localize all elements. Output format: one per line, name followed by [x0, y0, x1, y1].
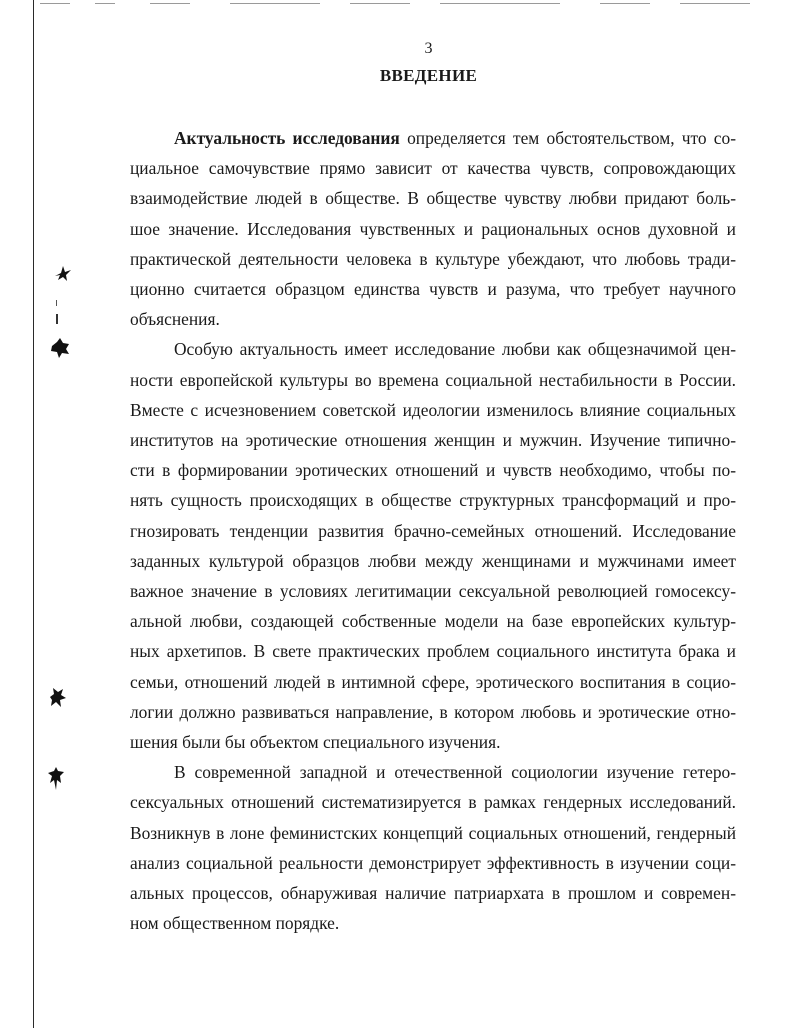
text-line: логии должно развиваться направление, в котором любовь и эротические отно- — [130, 701, 736, 722]
text-line: гнозировать тенденции развития брачно-семейных отношений. Исследование — [130, 520, 736, 541]
body-text — [130, 123, 736, 938]
text-line: анализ социальной реальности демонстрирует эффективность в изучении соци- — [130, 852, 736, 873]
paragraph-1 — [130, 123, 736, 334]
text-line: Актуальность исследования определяется тем обстоятельством, что со- — [174, 128, 737, 148]
text-line: Вместе с исчезновением советской идеологии изменилось влияние социальных — [130, 399, 736, 420]
text-line: объяснения. — [130, 309, 220, 330]
text-line: ных архетипов. В свете практических проблем социального института брака и — [130, 641, 736, 662]
text-line: альных процессов, обнаруживая наличие патриархата в прошлом и современ- — [130, 883, 736, 904]
paragraph-3 — [130, 757, 736, 938]
paragraph-lead: Актуальность исследования — [174, 128, 400, 148]
ink-blot-mark — [44, 765, 68, 793]
text-line: Особую актуальность имеет исследование любви как общезначимой цен- — [174, 339, 736, 360]
scan-top-edge — [0, 0, 797, 8]
text-line: В современной западной и отечественной социологии изучение гетеро- — [174, 762, 736, 783]
text-line: сти в формировании эротических отношений и чувств необходимо, чтобы по- — [130, 460, 736, 481]
text-line: ном общественном порядке. — [130, 913, 340, 934]
text-line: важное значение в условиях легитимации сексуальной революцией гомосексу- — [130, 581, 736, 602]
text-line: альной любви, создающей собственные модели на базе европейских культур- — [130, 611, 736, 632]
text-line: шения были бы объектом специального изучения. — [130, 732, 501, 753]
paragraph-2 — [130, 334, 736, 757]
ink-blot-mark — [52, 300, 62, 328]
text-line: ционно считается образцом единства чувств и разума, что требует научного — [130, 279, 736, 300]
section-heading: ВВЕДЕНИЕ — [379, 66, 478, 85]
binding-line — [33, 0, 34, 1028]
text-line: сексуальных отношений систематизируется в рамках гендерных исследований. — [130, 792, 736, 813]
ink-blot-mark — [52, 262, 74, 284]
ink-blot-mark — [45, 685, 69, 711]
ink-blot-mark — [48, 336, 72, 360]
text-line: Возникнув в лоне феминистских концепций социальных отношений, гендерный — [130, 822, 736, 843]
text-line: шое значение. Исследования чувственных и рациональных основ духовной и — [130, 218, 736, 239]
text-line: циальное самочувствие прямо зависит от качества чувств, сопровождающих — [130, 158, 736, 179]
text-line: семьи, отношений людей в интимной сфере, эротического воспитания в социо- — [130, 671, 736, 692]
text-line: заданных культурой образцов любви между женщинами и мужчинами имеет — [130, 550, 736, 571]
text-line: нять сущность происходящих в обществе структурных трансформаций и про- — [130, 490, 736, 511]
text-line: ности европейской культуры во времена социальной нестабильности в России. — [130, 369, 736, 390]
text-line: взаимодействие людей в обществе. В обществе чувству любви придают боль- — [130, 188, 736, 209]
text-line: институтов на эротические отношения женщин и мужчин. Изучение типично- — [130, 430, 736, 451]
page-number: 3 — [424, 40, 433, 57]
text-line: практической деятельности человека в культуре убеждают, что любовь тради- — [130, 248, 736, 269]
